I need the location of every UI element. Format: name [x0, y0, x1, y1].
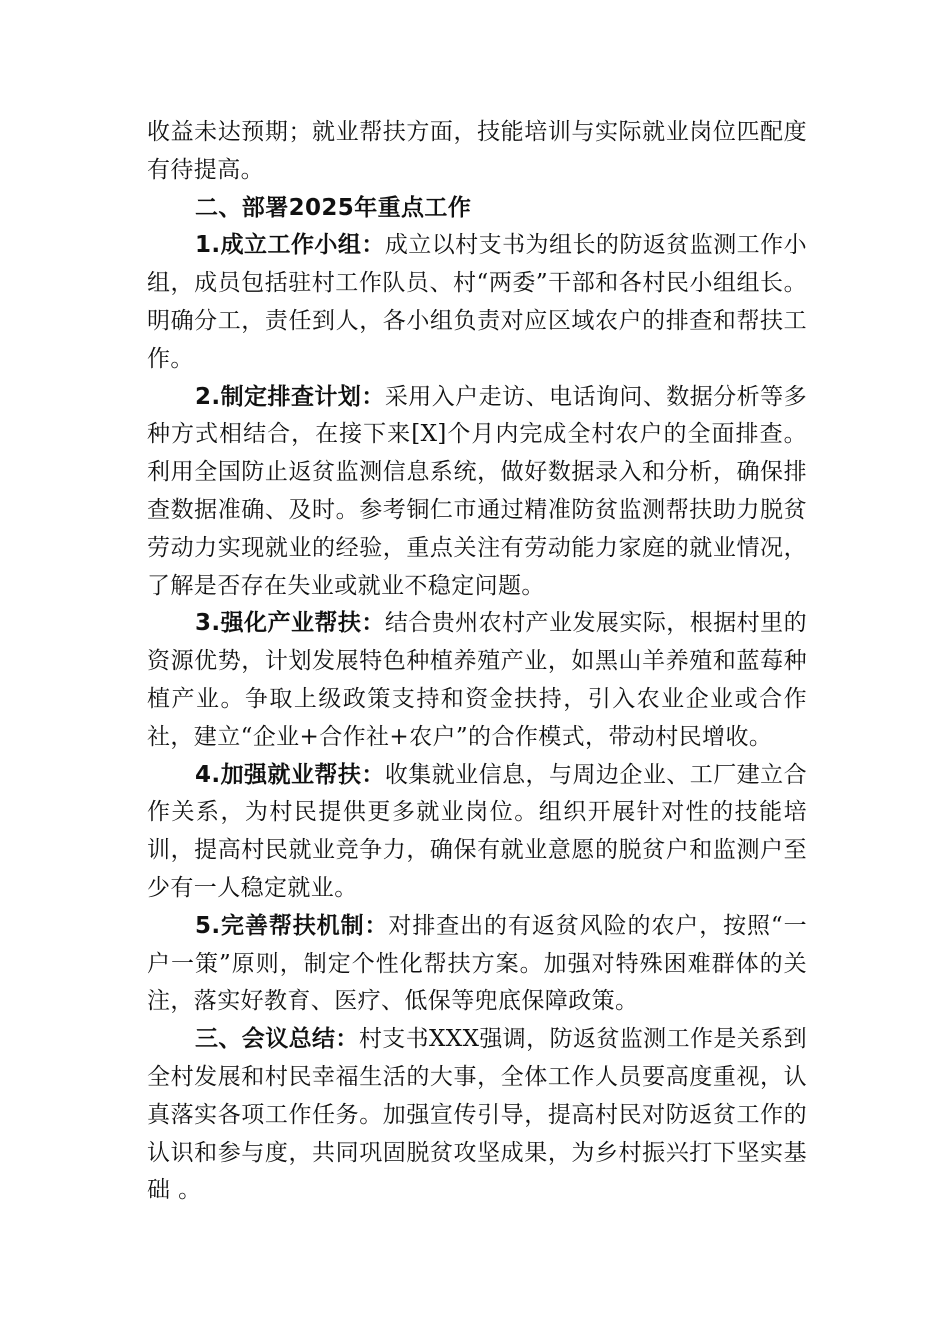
section-3-body: 村支书XXX强调，防返贫监测工作是关系到全村发展和村民幸福生活的大事，全体工作人员要高度重视，认真落实各项工作任务。加强宣传引导，提高村民对防返贫工作的认识和参与度，共同巩固脱贫攻坚成果，为乡村振兴打下坚实基础 。: [147, 1026, 807, 1204]
section-3-paragraph: [147, 1021, 807, 1210]
item-title-3: 3.强化产业帮扶：: [195, 610, 385, 637]
section-2-heading: 二、部署2025年重点工作: [195, 194, 472, 221]
intro-paragraph: 收益未达预期；就业帮扶方面，技能培训与实际就业岗位匹配度有待提高。: [147, 119, 807, 183]
item-title-5: 5.完善帮扶机制：: [195, 912, 389, 939]
document-page: [147, 114, 807, 1210]
item-title-2: 2.制定排查计划：: [195, 383, 385, 410]
item-paragraph-2: [147, 379, 807, 606]
item-body-5: 对排查出的有返贫风险的农户，按照“一户一策”原则，制定个性化帮扶方案。加强对特殊困难群体的关注，落实好教育、医疗、低保等兜底保障政策。: [147, 912, 807, 1015]
item-body-3: 结合贵州农村产业发展实际，根据村里的资源优势，计划发展特色种植养殖产业，如黑山羊养殖和蓝莓种植产业。争取上级政策支持和资金扶持，引入农业企业或合作社，建立“企业+合作社+农户”的合作模式，带动村民增收。: [147, 610, 808, 750]
section-3-heading: 三、会议总结：: [195, 1026, 359, 1053]
item-title-4: 4.加强就业帮扶：: [195, 761, 385, 788]
item-body-4: 收集就业信息，与周边企业、工厂建立合作关系，为村民提供更多就业岗位。组织开展针对性的技能培训，提高村民就业竞争力，确保有就业意愿的脱贫户和监测户至少有一人稳定就业。: [147, 761, 808, 901]
item-paragraph-1: [147, 227, 807, 378]
item-paragraph-4: [147, 757, 807, 908]
item-body-2: 采用入户走访、电话询问、数据分析等多种方式相结合，在接下来[X]个月内完成全村农户的全面排查。利用全国防止返贫监测信息系统，做好数据录入和分析，确保排查数据准确、及时。参考铜仁市通过精准防贫监测帮扶助力脱贫劳动力实现就业的经验，重点关注有劳动能力家庭的就业情况，了解是否存在失业或就业不稳定问题。: [147, 383, 808, 599]
item-title-1: 1.成立工作小组：: [195, 232, 385, 259]
item-body-1: 成立以村支书为组长的防返贫监测工作小组，成员包括驻村工作队员、村“两委”干部和各村民小组组长。明确分工，责任到人，各小组负责对应区域农户的排查和帮扶工作。: [147, 232, 808, 372]
item-paragraph-5: [147, 908, 807, 1021]
item-paragraph-3: [147, 605, 807, 756]
